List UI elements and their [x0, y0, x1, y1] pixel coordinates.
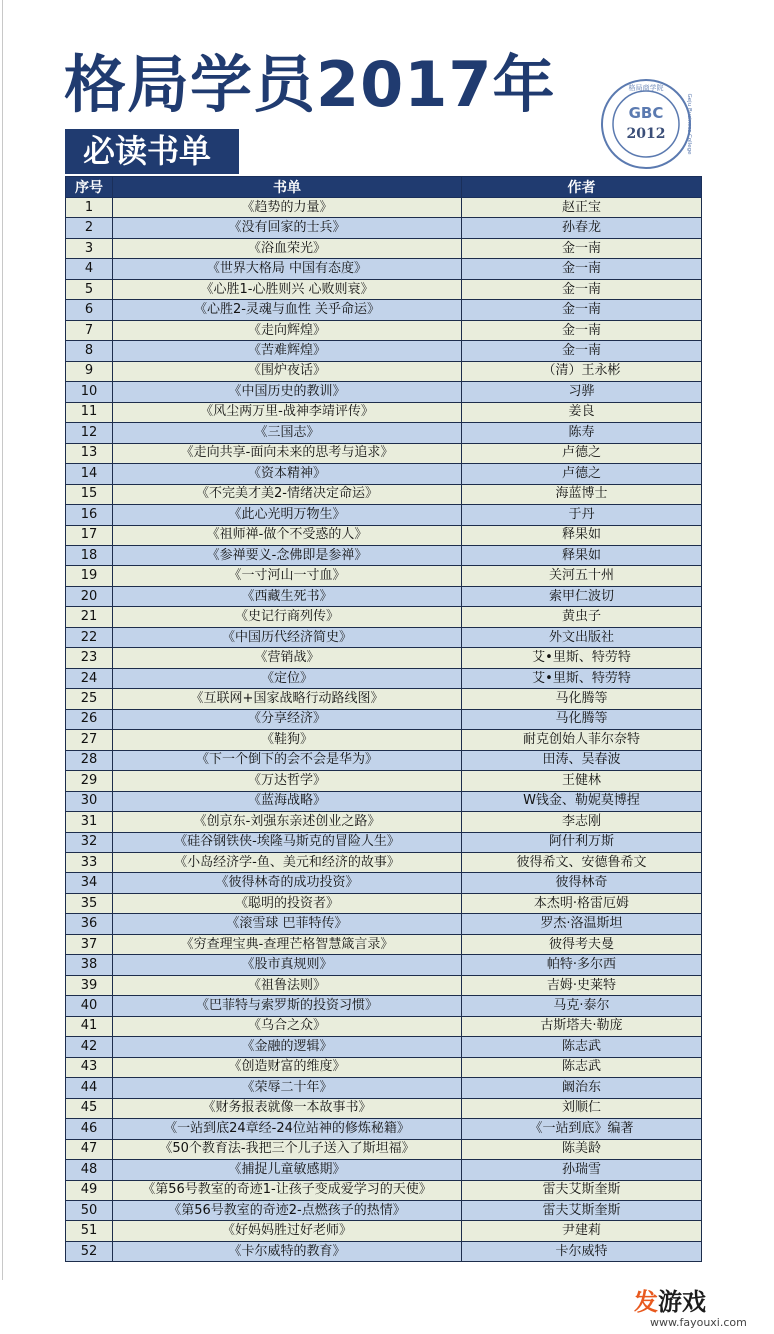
book-title: 《没有回家的士兵》: [113, 218, 462, 238]
book-title: 《三国志》: [113, 423, 462, 443]
book-author: 卢德之: [462, 443, 702, 463]
row-number: 50: [66, 1200, 113, 1220]
table-row: [66, 750, 702, 770]
book-author: 卢德之: [462, 464, 702, 484]
table-row: [66, 1200, 702, 1220]
table-row: [66, 402, 702, 422]
row-number: 14: [66, 464, 113, 484]
watermark-first-char: 发: [634, 1288, 658, 1316]
row-number: 38: [66, 955, 113, 975]
row-number: 44: [66, 1078, 113, 1098]
table-row: [66, 648, 702, 668]
table-row: [66, 259, 702, 279]
book-author: 陈寿: [462, 423, 702, 443]
table-row: [66, 198, 702, 218]
watermark-url: www.fayouxi.com: [650, 1316, 747, 1329]
book-author: 王健林: [462, 771, 702, 791]
table-row: [66, 1098, 702, 1118]
book-title: 《参禅要义-念佛即是参禅》: [113, 545, 462, 565]
book-title: 《定位》: [113, 668, 462, 688]
book-author: 《一站到底》编著: [462, 1119, 702, 1139]
book-title: 《祖鲁法则》: [113, 975, 462, 995]
book-title: 《创造财富的维度》: [113, 1057, 462, 1077]
book-author: 艾•里斯、特劳特: [462, 648, 702, 668]
row-number: 28: [66, 750, 113, 770]
book-title: 《一站到底24章经-24位站神的修炼秘籍》: [113, 1119, 462, 1139]
subtitle-text: 必读书单: [83, 132, 212, 170]
table-row: [66, 873, 702, 893]
book-author: 外文出版社: [462, 627, 702, 647]
row-number: 12: [66, 423, 113, 443]
table-row: [66, 914, 702, 934]
book-title: 《聪明的投资者》: [113, 893, 462, 913]
book-author: 黄虫子: [462, 607, 702, 627]
row-number: 40: [66, 996, 113, 1016]
book-author: 释果如: [462, 545, 702, 565]
book-author: 陈美龄: [462, 1139, 702, 1159]
book-title: 《捕捉儿童敏感期》: [113, 1160, 462, 1180]
book-title: 《荣辱二十年》: [113, 1078, 462, 1098]
book-title: 《卡尔威特的教育》: [113, 1241, 462, 1261]
row-number: 22: [66, 627, 113, 647]
book-author: 姜良: [462, 402, 702, 422]
book-author: 关河五十州: [462, 566, 702, 586]
book-author: 金一南: [462, 259, 702, 279]
book-author: 阚治东: [462, 1078, 702, 1098]
college-logo: [600, 78, 692, 170]
row-number: 20: [66, 586, 113, 606]
book-title: 《金融的逻辑》: [113, 1037, 462, 1057]
book-author: 耐克创始人菲尔奈特: [462, 730, 702, 750]
row-number: 47: [66, 1139, 113, 1159]
book-author: 金一南: [462, 279, 702, 299]
book-author: 罗杰·洛温斯坦: [462, 914, 702, 934]
table-row: [66, 1119, 702, 1139]
table-row: [66, 730, 702, 750]
book-author: 金一南: [462, 238, 702, 258]
book-title: 《财务报表就像一本故事书》: [113, 1098, 462, 1118]
book-title: 《巴菲特与索罗斯的投资习惯》: [113, 996, 462, 1016]
book-title: 《互联网+国家战略行动路线图》: [113, 689, 462, 709]
book-author: 雷夫艾斯奎斯: [462, 1180, 702, 1200]
row-number: 30: [66, 791, 113, 811]
book-author: 马化腾等: [462, 709, 702, 729]
row-number: 11: [66, 402, 113, 422]
table-row: [66, 689, 702, 709]
book-author: 帕特·多尔西: [462, 955, 702, 975]
table-row: [66, 1160, 702, 1180]
table-row: [66, 320, 702, 340]
book-title: 《彼得林奇的成功投资》: [113, 873, 462, 893]
book-author: 海蓝博士: [462, 484, 702, 504]
book-title: 《滚雪球 巴菲特传》: [113, 914, 462, 934]
book-author: 古斯塔夫·勒庞: [462, 1016, 702, 1036]
row-number: 18: [66, 545, 113, 565]
book-title: 《中国历代经济简史》: [113, 627, 462, 647]
book-title: 《不完美才美2-情绪决定命运》: [113, 484, 462, 504]
table-body: [66, 198, 702, 1262]
book-author: 尹建莉: [462, 1221, 702, 1241]
book-title: 《史记行商列传》: [113, 607, 462, 627]
table-row: [66, 218, 702, 238]
table-row: [66, 545, 702, 565]
table-row: [66, 464, 702, 484]
book-title: 《浴血荣光》: [113, 238, 462, 258]
book-author: 孙瑞雪: [462, 1160, 702, 1180]
row-number: 21: [66, 607, 113, 627]
row-number: 52: [66, 1241, 113, 1261]
row-number: 16: [66, 505, 113, 525]
row-number: 32: [66, 832, 113, 852]
book-author: 陈志武: [462, 1057, 702, 1077]
row-number: 46: [66, 1119, 113, 1139]
table-row: [66, 934, 702, 954]
logo-text-top: 格局商学院: [628, 84, 664, 92]
row-number: 10: [66, 382, 113, 402]
row-number: 49: [66, 1180, 113, 1200]
row-number: 41: [66, 1016, 113, 1036]
row-number: 7: [66, 320, 113, 340]
book-title: 《鞋狗》: [113, 730, 462, 750]
table-row: [66, 832, 702, 852]
book-title: 《创京东-刘强东亲述创业之路》: [113, 812, 462, 832]
row-number: 13: [66, 443, 113, 463]
row-number: 26: [66, 709, 113, 729]
book-title: 《蓝海战略》: [113, 791, 462, 811]
row-number: 25: [66, 689, 113, 709]
row-number: 15: [66, 484, 113, 504]
row-number: 4: [66, 259, 113, 279]
row-number: 29: [66, 771, 113, 791]
table-row: [66, 484, 702, 504]
row-number: 24: [66, 668, 113, 688]
row-number: 19: [66, 566, 113, 586]
row-number: 36: [66, 914, 113, 934]
book-title: 《资本精神》: [113, 464, 462, 484]
book-author: 陈志武: [462, 1037, 702, 1057]
book-author: 刘顺仁: [462, 1098, 702, 1118]
book-author: 释果如: [462, 525, 702, 545]
book-author: W钱金、勒妮莫博捏: [462, 791, 702, 811]
table-row: [66, 1016, 702, 1036]
table-row: [66, 1241, 702, 1261]
row-number: 23: [66, 648, 113, 668]
row-number: 51: [66, 1221, 113, 1241]
book-title: 《祖师禅-做个不受惑的人》: [113, 525, 462, 545]
book-title: 《世界大格局 中国有态度》: [113, 259, 462, 279]
site-watermark: [632, 1288, 747, 1330]
book-title: 《乌合之众》: [113, 1016, 462, 1036]
book-title: 《心胜2-灵魂与血性 关乎命运》: [113, 300, 462, 320]
book-title: 《风尘两万里-战神李靖评传》: [113, 402, 462, 422]
book-title: 《心胜1-心胜则兴 心败则衰》: [113, 279, 462, 299]
book-title: 《西藏生死书》: [113, 586, 462, 606]
row-number: 42: [66, 1037, 113, 1057]
row-number: 33: [66, 853, 113, 873]
book-author: （清）王永彬: [462, 361, 702, 381]
book-author: 彼得希文、安德鲁希文: [462, 853, 702, 873]
table-row: [66, 627, 702, 647]
watermark-rest: 游戏: [658, 1288, 706, 1316]
book-author: 吉姆·史莱特: [462, 975, 702, 995]
table-row: [66, 996, 702, 1016]
row-number: 17: [66, 525, 113, 545]
table-row: [66, 955, 702, 975]
book-title: 《第56号教室的奇迹1-让孩子变成爱学习的天使》: [113, 1180, 462, 1200]
table-row: [66, 709, 702, 729]
book-author: 金一南: [462, 300, 702, 320]
book-author: 彼得林奇: [462, 873, 702, 893]
logo-text-side: Geju Business College: [686, 93, 692, 155]
book-author: 索甲仁波切: [462, 586, 702, 606]
book-title: 《好妈妈胜过好老师》: [113, 1221, 462, 1241]
book-title: 《万达哲学》: [113, 771, 462, 791]
row-number: 9: [66, 361, 113, 381]
left-border-line: [2, 0, 3, 1280]
book-title: 《50个教育法-我把三个儿子送入了斯坦福》: [113, 1139, 462, 1159]
book-author: 马化腾等: [462, 689, 702, 709]
table-row: [66, 771, 702, 791]
book-author: 卡尔威特: [462, 1241, 702, 1261]
table-row: [66, 1221, 702, 1241]
row-number: 37: [66, 934, 113, 954]
table-row: [66, 853, 702, 873]
book-title: 《一寸河山一寸血》: [113, 566, 462, 586]
row-number: 31: [66, 812, 113, 832]
book-author: 阿什利万斯: [462, 832, 702, 852]
reading-list-table: [65, 176, 702, 1262]
table-row: [66, 1139, 702, 1159]
book-title: 《穷查理宝典-查理芒格智慧箴言录》: [113, 934, 462, 954]
book-title: 《围炉夜话》: [113, 361, 462, 381]
table-row: [66, 1180, 702, 1200]
book-title: 《下一个倒下的会不会是华为》: [113, 750, 462, 770]
table-row: [66, 443, 702, 463]
book-title: 《分享经济》: [113, 709, 462, 729]
row-number: 43: [66, 1057, 113, 1077]
book-author: 孙春龙: [462, 218, 702, 238]
book-author: 李志刚: [462, 812, 702, 832]
table-row: [66, 525, 702, 545]
row-number: 35: [66, 893, 113, 913]
logo-abbr: GBC: [628, 104, 664, 122]
book-author: 金一南: [462, 320, 702, 340]
page-title: 格局学员2017年: [64, 48, 556, 121]
logo-year: 2012: [626, 126, 666, 142]
table-row: [66, 812, 702, 832]
table-row: [66, 300, 702, 320]
header-num: 序号: [66, 177, 113, 198]
table-row: [66, 1037, 702, 1057]
row-number: 3: [66, 238, 113, 258]
book-title: 《走向共享-面向未来的思考与追求》: [113, 443, 462, 463]
book-author: 金一南: [462, 341, 702, 361]
book-title: 《中国历史的教训》: [113, 382, 462, 402]
book-title: 《走向辉煌》: [113, 320, 462, 340]
table-row: [66, 382, 702, 402]
book-author: 田涛、吴春波: [462, 750, 702, 770]
book-author: 雷夫艾斯奎斯: [462, 1200, 702, 1220]
row-number: 1: [66, 198, 113, 218]
book-title: 《此心光明万物生》: [113, 505, 462, 525]
book-author: 艾•里斯、特劳特: [462, 668, 702, 688]
book-title: 《趋势的力量》: [113, 198, 462, 218]
row-number: 39: [66, 975, 113, 995]
watermark-logo-text: [634, 1290, 706, 1314]
book-title: 《苦难辉煌》: [113, 341, 462, 361]
book-title: 《营销战》: [113, 648, 462, 668]
table-row: [66, 893, 702, 913]
row-number: 5: [66, 279, 113, 299]
row-number: 6: [66, 300, 113, 320]
table-row: [66, 791, 702, 811]
table-row: [66, 361, 702, 381]
table-row: [66, 566, 702, 586]
row-number: 45: [66, 1098, 113, 1118]
table-row: [66, 668, 702, 688]
table-row: [66, 1057, 702, 1077]
header-author: 作者: [462, 177, 702, 198]
book-author: 赵正宝: [462, 198, 702, 218]
book-author: 马克·泰尔: [462, 996, 702, 1016]
row-number: 2: [66, 218, 113, 238]
row-number: 8: [66, 341, 113, 361]
header-title: 书单: [113, 177, 462, 198]
table-header-row: [66, 177, 702, 198]
table-row: [66, 341, 702, 361]
book-author: 彼得考夫曼: [462, 934, 702, 954]
book-title: 《硅谷钢铁侠-埃隆马斯克的冒险人生》: [113, 832, 462, 852]
table-row: [66, 505, 702, 525]
book-author: 习骅: [462, 382, 702, 402]
table-row: [66, 238, 702, 258]
table-row: [66, 586, 702, 606]
table-row: [66, 279, 702, 299]
table-row: [66, 607, 702, 627]
book-title: 《第56号教室的奇迹2-点燃孩子的热情》: [113, 1200, 462, 1220]
book-author: 本杰明·格雷厄姆: [462, 893, 702, 913]
row-number: 48: [66, 1160, 113, 1180]
table-row: [66, 975, 702, 995]
table-row: [66, 1078, 702, 1098]
book-title: 《小岛经济学-鱼、美元和经济的故事》: [113, 853, 462, 873]
book-title: 《股市真规则》: [113, 955, 462, 975]
book-author: 于丹: [462, 505, 702, 525]
row-number: 27: [66, 730, 113, 750]
row-number: 34: [66, 873, 113, 893]
table-row: [66, 423, 702, 443]
